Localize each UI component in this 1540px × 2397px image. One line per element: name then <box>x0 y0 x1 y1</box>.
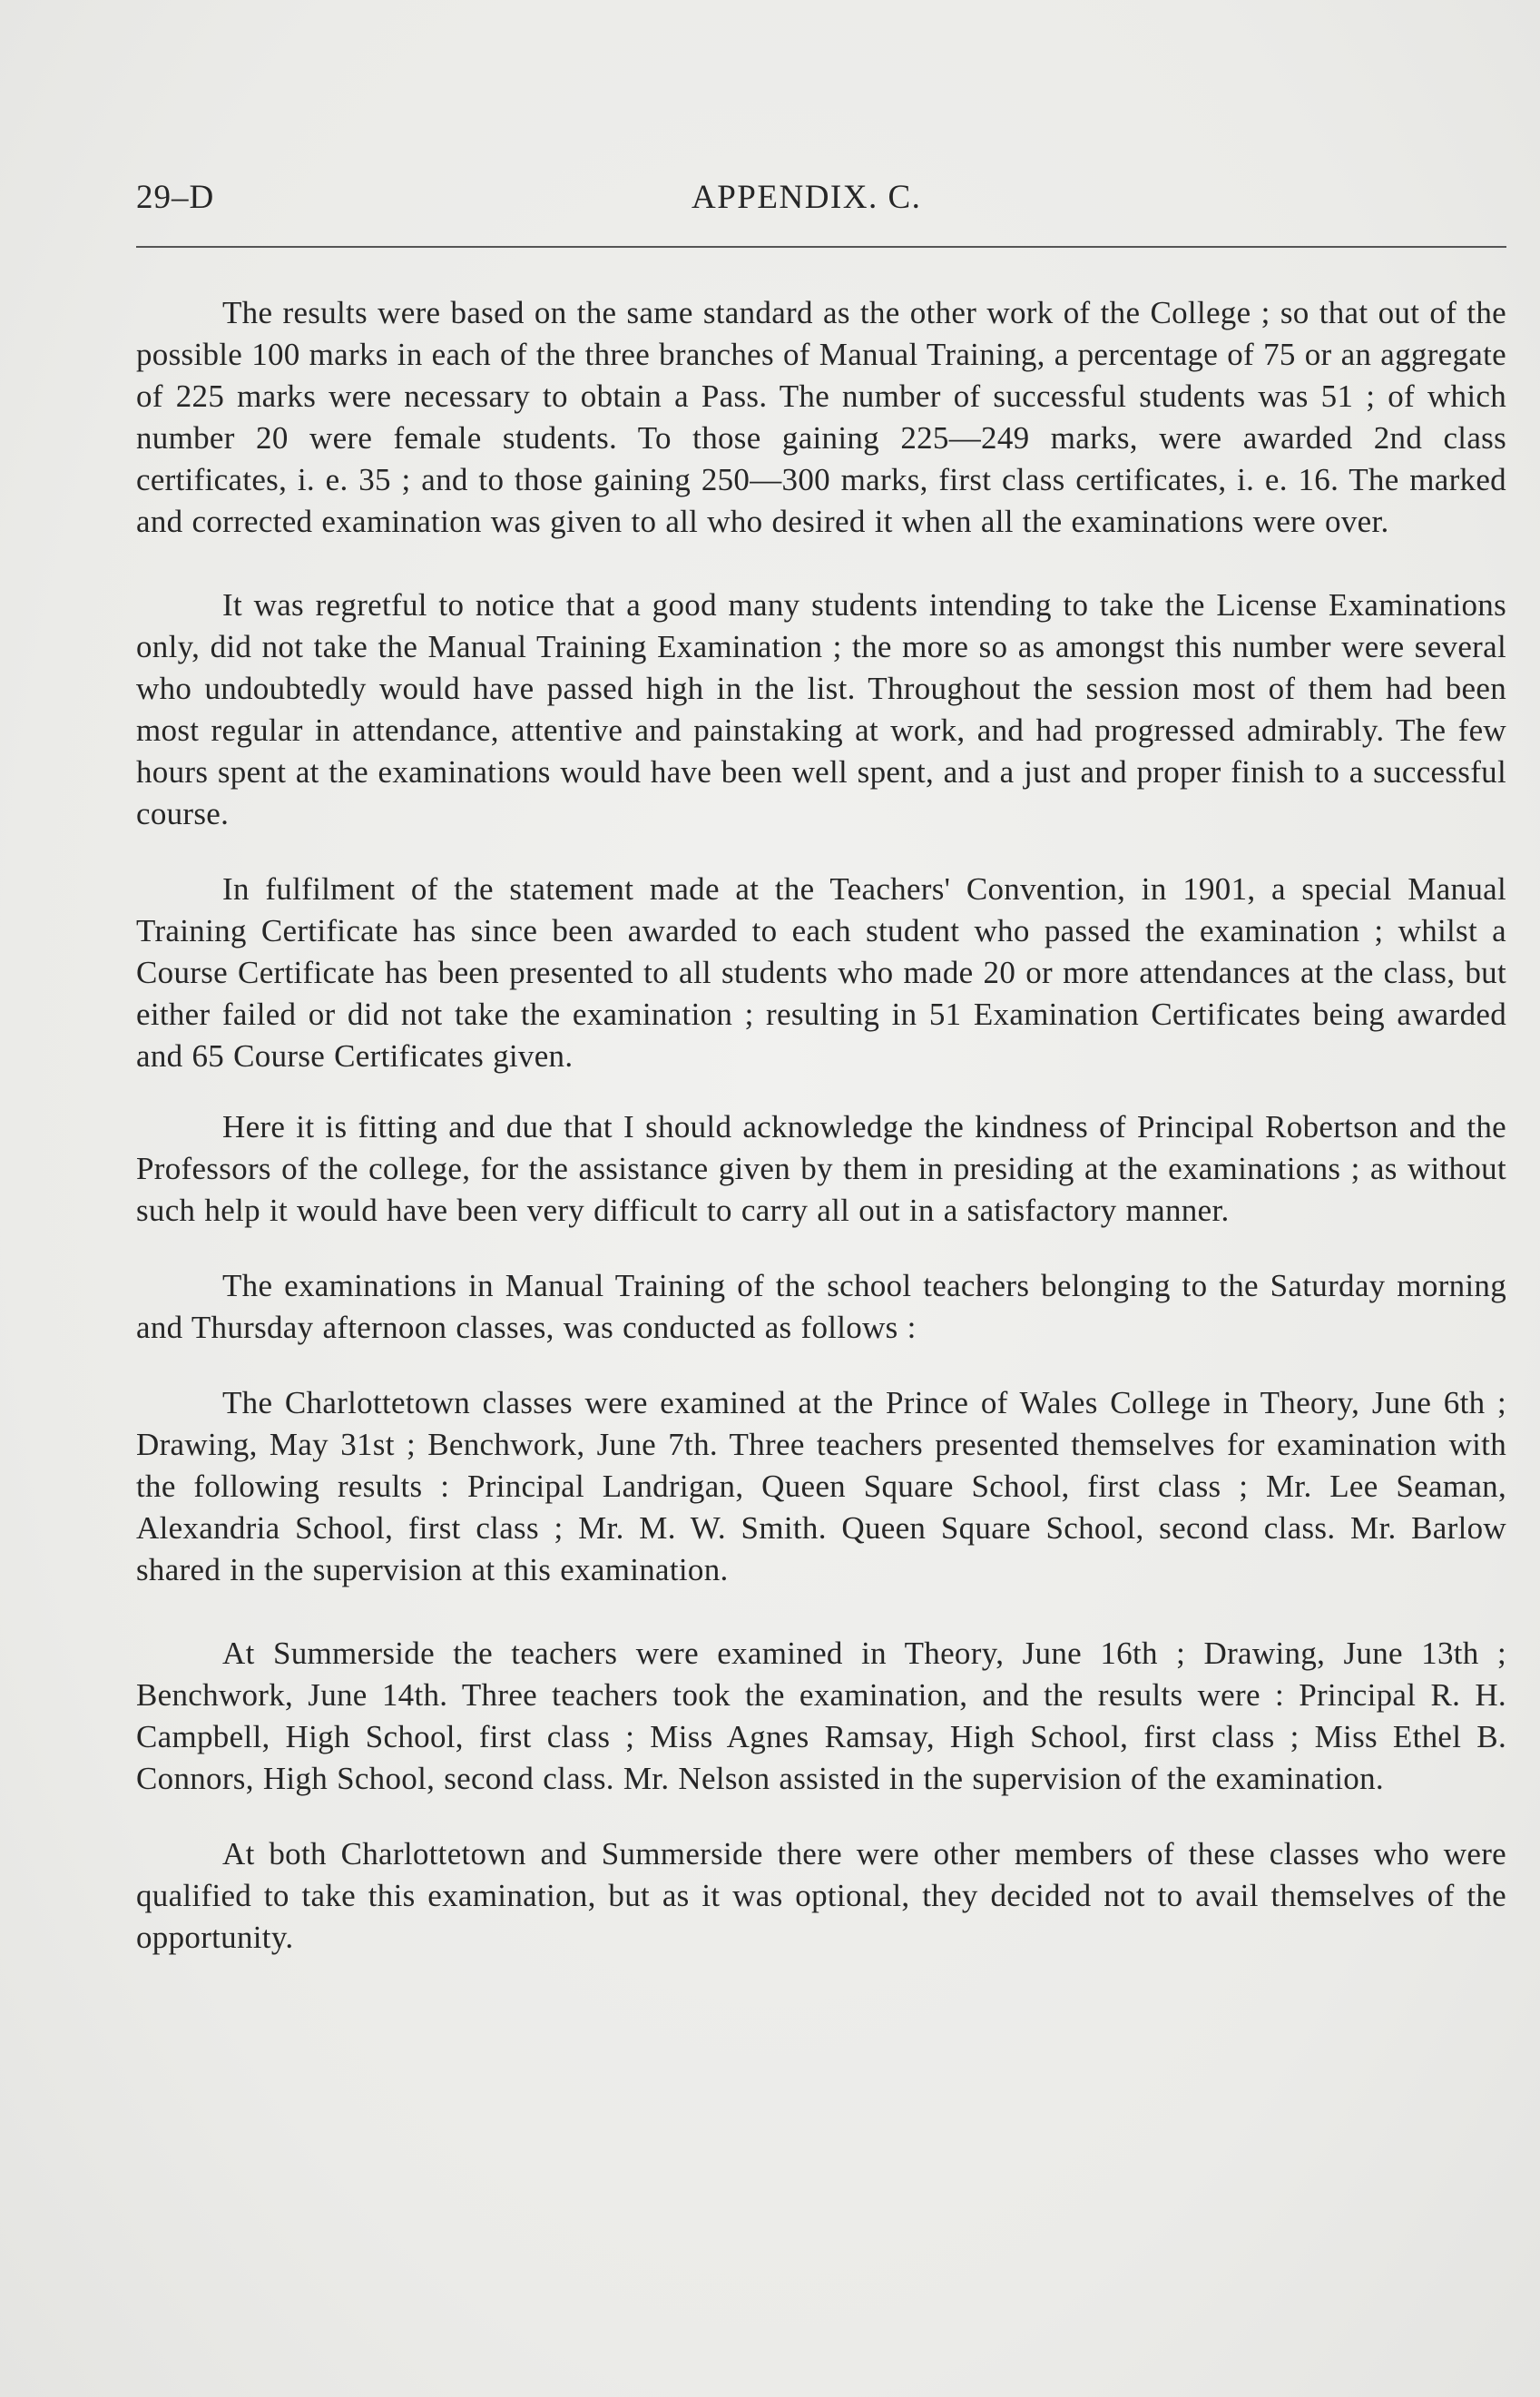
running-title: APPENDIX. C. <box>692 179 922 216</box>
paragraph-license-examinations: It was regretful to notice that a good many students intending to take the License Examinations only, did not take the Manual Training Examination ; the more so as amongst this number were several who undoubtedly would have passed high in the list. Throughout the session most of them had been most regular in attendance, attentive and painstaking at work, and had progressed admirably. The few hours spent at the examinations would have been well spent, and a just and proper finish to a successful course. <box>136 587 1506 831</box>
paragraph-optional: At both Charlottetown and Summerside there were other members of these classes who were qualified to take this examination, but as it was optional, they decided not to avail themselves of the opportunity. <box>136 1836 1506 1955</box>
paragraph-certificates: In fulfilment of the statement made at the Teachers' Convention, in 1901, a special Manual Training Certificate has since been awarded to each student who passed the examination ; whilst a Course Certificate has been presented to all students who made 20 or more attendances at the class, but either failed or did not take the examination ; resulting in 51 Examination Certificates being awarded and 65 Course Certificates given. <box>136 871 1506 1074</box>
body-text <box>136 292 1506 1959</box>
paragraph-charlottetown: The Charlottetown classes were examined at the Prince of Wales College in Theory, June 6th ; Drawing, May 31st ; Benchwork, June 7th. Three teachers presented themselves for examination with the following results : Principal Landrigan, Queen Square School, first class ; Mr. Lee Seaman, Alexandria School, first class ; Mr. M. W. Smith. Queen Square School, second class. Mr. Barlow shared in the supervision at this examination. <box>136 1385 1506 1587</box>
page-header <box>136 178 1506 225</box>
paragraph-results: The results were based on the same standard as the other work of the College ; so that out of the possible 100 marks in each of the three branches of Manual Training, a percentage of 75 or an aggregate of 225 marks were necessary to obtain a Pass. The number of successful students was 51 ; of which number 20 were female students. To those gaining 225—249 marks, were awarded 2nd class certificates, i. e. 35 ; and to those gaining 250—300 marks, first class certificates, i. e. 16. The marked and corrected examination was given to all who desired it when all the examinations were over. <box>136 295 1506 539</box>
header-rule <box>136 246 1506 248</box>
paragraph-acknowledgement: Here it is fitting and due that I should acknowledge the kindness of Principal Robertson and the Professors of the college, for the assistance given by them in presiding at the examinations ; as without such help it would have been very difficult to carry all out in a satisfactory manner. <box>136 1109 1506 1228</box>
paragraph-teacher-examinations: The examinations in Manual Training of the school teachers belonging to the Saturday morning and Thursday afternoon classes, was conducted as follows : <box>136 1268 1506 1345</box>
paragraph-summerside: At Summerside the teachers were examined in Theory, June 16th ; Drawing, June 13th ; Benchwork, June 14th. Three teachers took the examination, and the results were : Principal R. H. Campbell, High School, first class ; Miss Agnes Ramsay, High School, first class ; Miss Ethel B. Connors, High School, second class. Mr. Nelson assisted in the supervision of the examination. <box>136 1636 1506 1796</box>
page-number: 29–D <box>136 179 215 216</box>
